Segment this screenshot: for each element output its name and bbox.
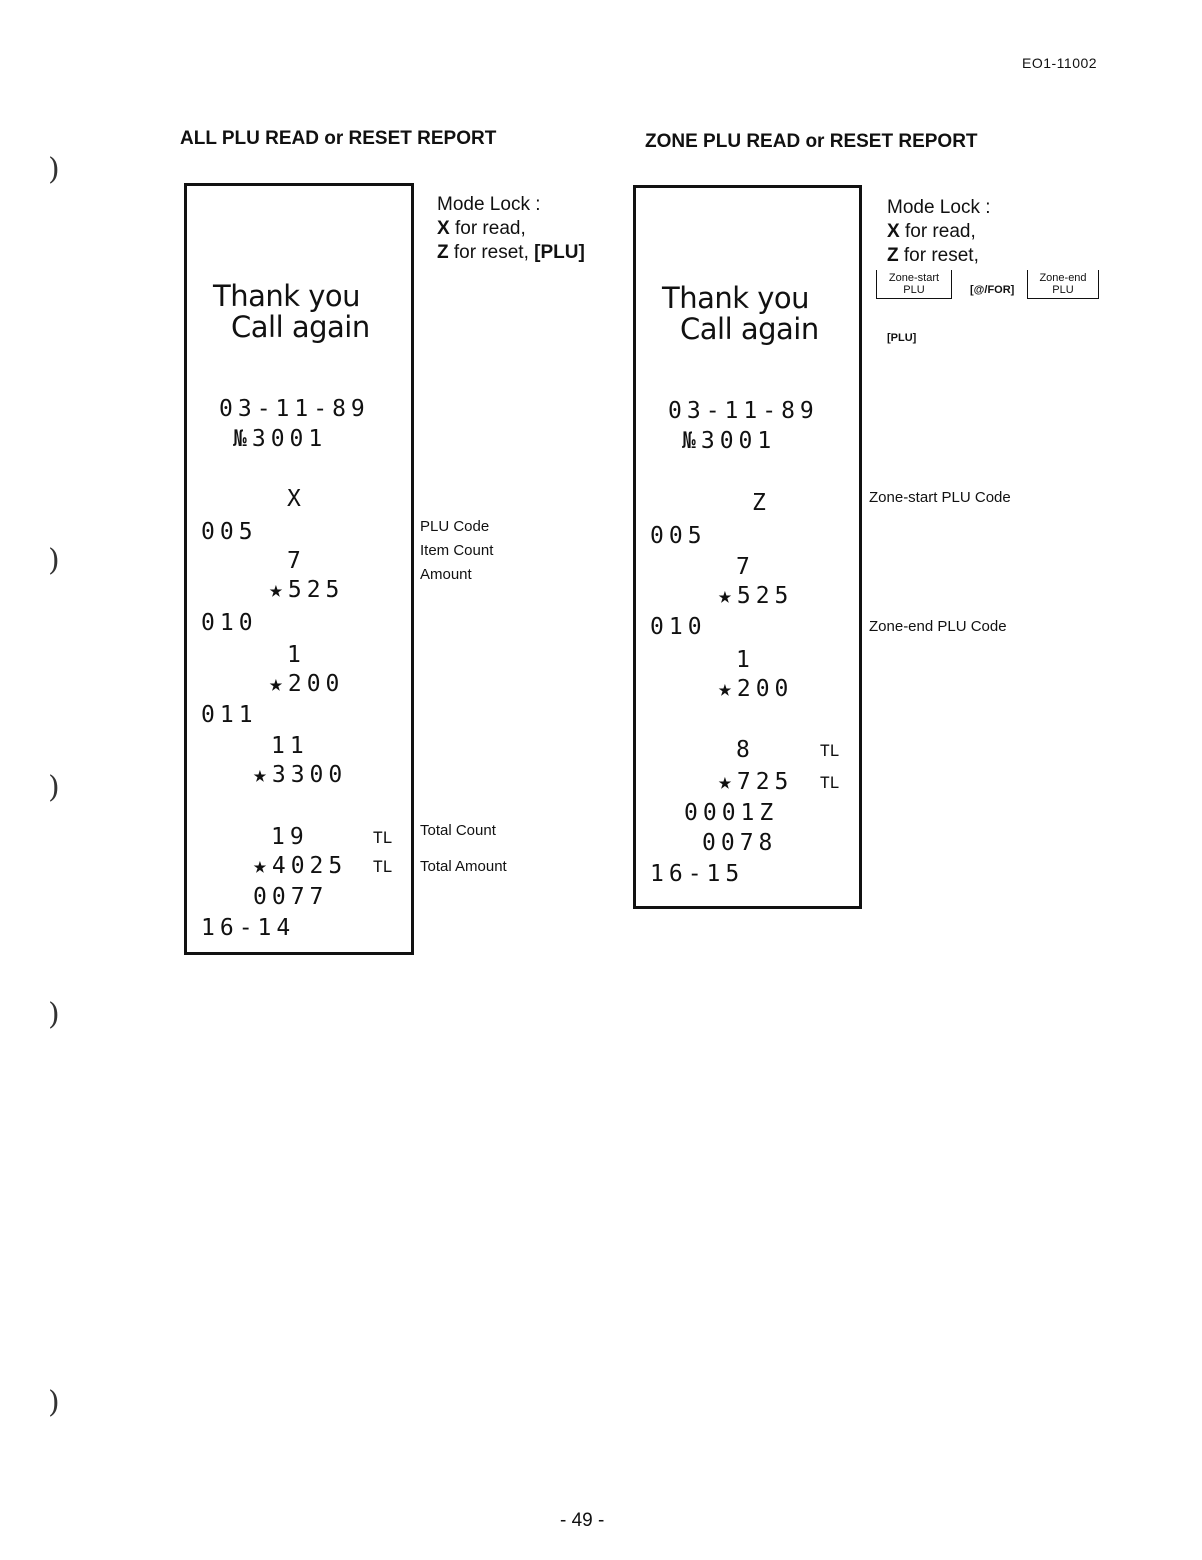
right-section-title: ZONE PLU READ or RESET REPORT (645, 131, 978, 152)
receipt-item-count: 1 (736, 647, 755, 673)
zone-start-key-sub: PLU (903, 284, 925, 296)
receipt-time: 16-15 (650, 861, 745, 887)
z-key: Z (887, 245, 899, 266)
annotation-zone-start: Zone-start PLU Code (869, 489, 1011, 506)
receipt-consecutive-number: 0078 (702, 830, 778, 856)
receipt-date: 03-11-89 (219, 396, 370, 422)
receipt-plu-code: 005 (650, 523, 707, 549)
receipt-plu-code: 011 (201, 702, 258, 728)
receipt-store-number: №3001 (233, 426, 328, 452)
receipt-amount: ★200 (718, 676, 794, 702)
binder-mark: ) (48, 770, 60, 805)
left-receipt (184, 183, 414, 955)
receipt-item-count: 7 (287, 548, 306, 574)
zone-start-key-label: Zone-start (888, 272, 940, 284)
binder-mark: ) (48, 543, 60, 578)
receipt-total-count: 8 (736, 737, 755, 763)
x-key: X (887, 221, 900, 242)
z-text: for reset, (903, 245, 979, 266)
left-mode-lock (437, 193, 585, 265)
receipt-mode: Z (752, 490, 771, 516)
x-text: for read, (454, 218, 526, 239)
receipt-total-amount: ★725 (718, 769, 794, 795)
plu-key: [PLU] (534, 242, 585, 263)
thanks-line-2: Call again (231, 310, 370, 344)
receipt-amount: ★525 (718, 583, 794, 609)
document-id: EO1-11002 (1022, 55, 1098, 71)
zone-end-key-sub: PLU (1052, 284, 1074, 296)
tl-mark: TL (820, 773, 840, 792)
receipt-plu-code: 005 (201, 519, 258, 545)
receipt-amount: ★525 (269, 577, 345, 603)
receipt-amount: ★3300 (253, 762, 348, 788)
receipt-mode: X (287, 486, 306, 512)
receipt-plu-code: 010 (201, 610, 258, 636)
binder-mark: ) (48, 152, 60, 187)
tl-mark: TL (820, 741, 840, 760)
receipt-item-count: 11 (271, 733, 309, 759)
annotation-total-amount: Total Amount (420, 858, 507, 875)
annotation-total-count: Total Count (420, 822, 496, 839)
receipt-date: 03-11-89 (668, 398, 819, 424)
x-key: X (437, 218, 450, 239)
thanks-line-1: Thank you (662, 281, 810, 315)
zone-end-plu-key (1027, 270, 1099, 299)
annotation-plu-code: PLU Code (420, 518, 490, 535)
receipt-total-count: 19 (271, 824, 309, 850)
annotation-zone-end: Zone-end PLU Code (869, 618, 1007, 635)
mode-lock-heading: Mode Lock : (437, 194, 541, 215)
x-text: for read, (904, 221, 976, 242)
left-section-title: ALL PLU READ or RESET REPORT (180, 128, 497, 149)
plu-key: [PLU] (887, 332, 917, 344)
mode-lock-heading: Mode Lock : (887, 197, 991, 218)
receipt-time: 16-14 (201, 915, 296, 941)
z-key: Z (437, 242, 449, 263)
receipt-item-count: 7 (736, 554, 755, 580)
receipt-reset-count: 0001Z (684, 800, 779, 826)
right-mode-lock (887, 196, 991, 268)
annotation-amount: Amount (420, 566, 472, 583)
zone-end-key-label: Zone-end (1039, 272, 1087, 284)
receipt-consecutive-number: 0077 (253, 884, 329, 910)
receipt-total-amount: ★4025 (253, 853, 348, 879)
annotation-item-count: Item Count (420, 542, 494, 559)
zone-start-plu-key (876, 270, 952, 299)
receipt-item-count: 1 (287, 642, 306, 668)
tl-mark: TL (373, 828, 393, 847)
receipt-store-number: №3001 (682, 428, 777, 454)
thanks-line-2: Call again (680, 312, 819, 346)
binder-mark: ) (48, 997, 60, 1032)
page-number: - 49 - (560, 1510, 605, 1531)
z-text: for reset, (453, 242, 529, 263)
receipt-amount: ★200 (269, 671, 345, 697)
tl-mark: TL (373, 857, 393, 876)
right-receipt (633, 185, 862, 909)
binder-mark: ) (48, 1385, 60, 1420)
thanks-line-1: Thank you (213, 279, 361, 313)
receipt-plu-code: 010 (650, 614, 707, 640)
for-key: [@/FOR] (970, 284, 1015, 296)
